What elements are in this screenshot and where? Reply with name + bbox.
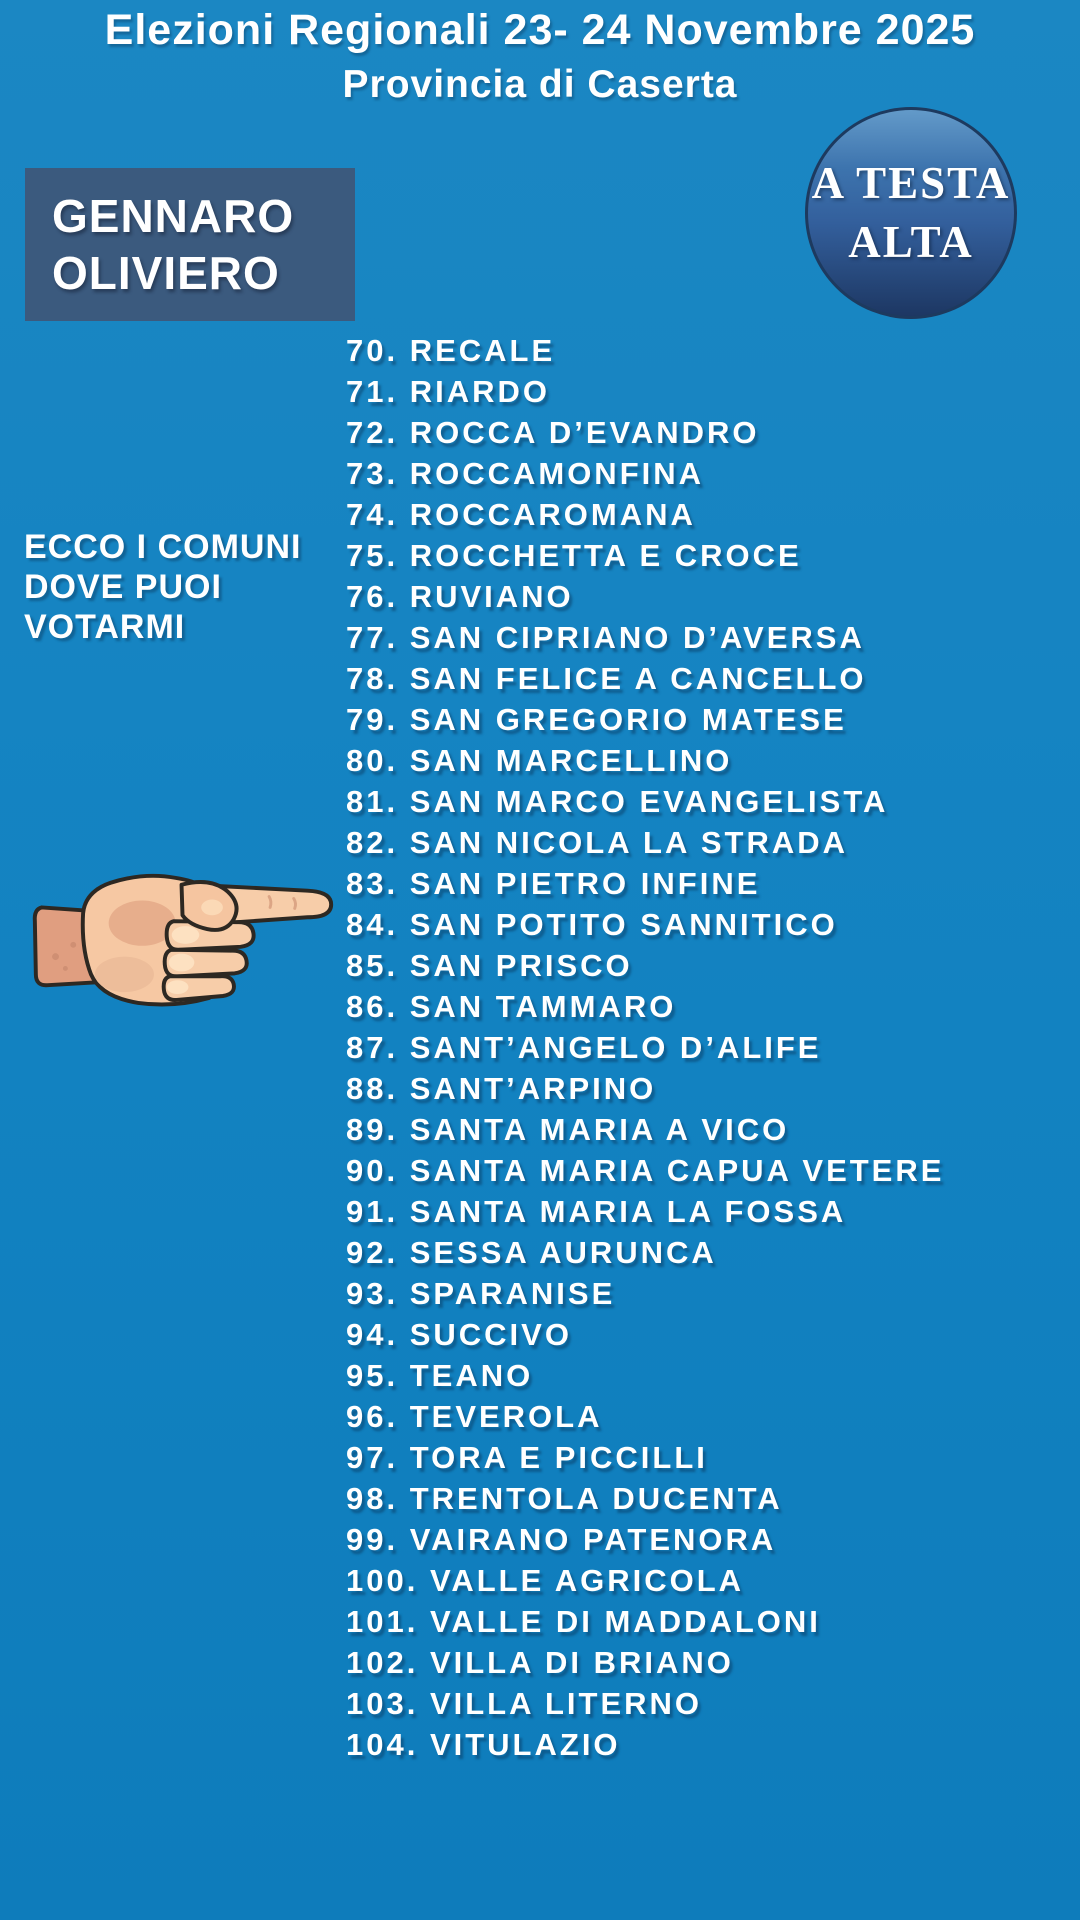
list-item: 73. ROCCAMONFINA: [346, 456, 705, 491]
title-line-2: Provincia di Caserta: [342, 62, 738, 106]
list-item: 98. TRENTOLA DUCENTA: [346, 1481, 783, 1516]
list-item: 82. SAN NICOLA LA STRADA: [346, 825, 849, 860]
title-line-1: Elezioni Regionali 23- 24 Novembre 2025: [104, 6, 976, 54]
list-item: 93. SPARANISE: [346, 1276, 616, 1311]
poster-headline: [0, 4, 1080, 109]
list-item: 84. SAN POTITO SANNITICO: [346, 907, 838, 942]
municipality-list: [346, 330, 944, 1765]
list-item: 75. ROCCHETTA E CROCE: [346, 538, 802, 573]
list-item: 88. SANT’ARPINO: [346, 1071, 657, 1106]
list-item: 76. RUVIANO: [346, 579, 574, 614]
list-item: 96. TEVEROLA: [346, 1399, 603, 1434]
list-item: 100. VALLE AGRICOLA: [346, 1563, 745, 1598]
list-item: 71. RIARDO: [346, 374, 550, 409]
list-item: 90. SANTA MARIA CAPUA VETERE: [346, 1153, 945, 1188]
list-item: 87. SANT’ANGELO D’ALIFE: [346, 1030, 822, 1065]
intro-line-3: VOTARMI: [24, 608, 186, 646]
list-item: 92. SESSA AURUNCA: [346, 1235, 717, 1270]
list-item: 86. SAN TAMMARO: [346, 989, 677, 1024]
list-item: 72. ROCCA D’EVANDRO: [346, 415, 760, 450]
list-item: 102. VILLA DI BRIANO: [346, 1645, 734, 1680]
list-item: 85. SAN PRISCO: [346, 948, 633, 983]
intro-text: [24, 527, 301, 647]
list-item: 89. SANTA MARIA A VICO: [346, 1112, 790, 1147]
campaign-badge: [805, 107, 1017, 319]
list-item: 103. VILLA LITERNO: [346, 1686, 703, 1721]
list-item: 94. SUCCIVO: [346, 1317, 572, 1352]
pointing-hand-icon: [26, 858, 341, 1008]
badge-line-2: ALTA: [848, 217, 974, 267]
list-item: 81. SAN MARCO EVANGELISTA: [346, 784, 889, 819]
intro-line-2: DOVE PUOI: [24, 568, 222, 606]
list-item: 95. TEANO: [346, 1358, 534, 1393]
candidate-last-name: OLIVIERO: [52, 247, 280, 299]
list-item: 70. RECALE: [346, 333, 556, 368]
list-item: 101. VALLE DI MADDALONI: [346, 1604, 821, 1639]
list-item: 97. TORA E PICCILLI: [346, 1440, 708, 1475]
list-item: 74. ROCCAROMANA: [346, 497, 696, 532]
list-item: 99. VAIRANO PATENORA: [346, 1522, 777, 1557]
list-item: 78. SAN FELICE A CANCELLO: [346, 661, 867, 696]
candidate-first-name: GENNARO: [52, 190, 295, 242]
list-item: 79. SAN GREGORIO MATESE: [346, 702, 847, 737]
candidate-name-box: [25, 168, 355, 321]
intro-line-1: ECCO I COMUNI: [24, 528, 302, 566]
list-item: 83. SAN PIETRO INFINE: [346, 866, 761, 901]
badge-line-1: A TESTA: [811, 158, 1011, 208]
list-item: 91. SANTA MARIA LA FOSSA: [346, 1194, 847, 1229]
list-item: 77. SAN CIPRIANO D’AVERSA: [346, 620, 865, 655]
list-item: 80. SAN MARCELLINO: [346, 743, 733, 778]
list-item: 104. VITULAZIO: [346, 1727, 621, 1762]
